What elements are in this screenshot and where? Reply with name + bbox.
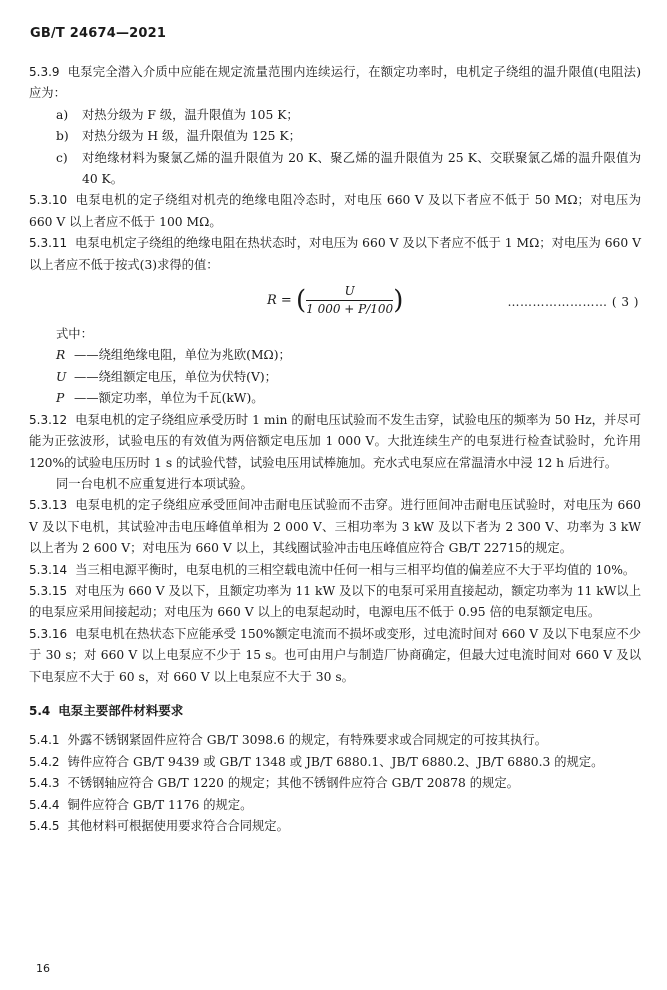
clause-number: 5.3.16 xyxy=(29,626,68,641)
fraction-denominator: 1 000 + P/100 xyxy=(306,302,394,317)
list-item xyxy=(56,105,641,126)
clause-text: 电泵电机的定子绕组对机壳的绝缘电阻冷态时，对电压 660 V 及以下者应不低于 50 MΩ；对电压为 660 V 以上者应不低于 100 MΩ。 xyxy=(29,193,641,229)
clause-text: 铜件应符合 GB/T 1176 的规定。 xyxy=(67,797,253,812)
fraction xyxy=(306,284,393,317)
equation-number: …………………… ( 3 ) xyxy=(507,295,639,310)
symbol-description: ——绕组绝缘电阻，单位为兆欧(MΩ)； xyxy=(74,348,291,363)
section-title: 电泵主要部件材料要求 xyxy=(58,702,184,718)
clause-5-3-16 xyxy=(29,624,641,688)
list-text: 对绝缘材料为聚氯乙烯的温升限值为 20 K、聚乙烯的温升限值为 25 K、交联聚氯乙烯的温升限值为 40 K。 xyxy=(82,150,641,187)
section-heading-5-4 xyxy=(29,700,641,722)
clause-number: 5.3.15 xyxy=(29,583,68,598)
right-paren: ) xyxy=(393,285,404,316)
clause-5-3-14 xyxy=(29,560,641,581)
clause-5-3-9 xyxy=(29,62,641,105)
symbol: U xyxy=(56,369,67,384)
symbol: R xyxy=(56,348,66,363)
clause-number: 5.3.13 xyxy=(29,498,68,513)
clause-5-3-13 xyxy=(29,495,641,559)
clause-number: 5.4.3 xyxy=(29,776,60,791)
formula-lhs: R = xyxy=(267,293,292,309)
clause-number: 5.4.2 xyxy=(29,754,60,769)
clause-number: 5.3.12 xyxy=(29,412,68,427)
clause-5-4-1 xyxy=(29,730,641,751)
where-label: 式中： xyxy=(56,327,93,342)
clause-note: 同一台电机不应重复进行本项试验。 xyxy=(56,476,253,491)
clause-text: 电泵电机的定子绕组应承受匝间冲击耐电压试验而不击穿。进行匝间冲击耐电压试验时，对电压为 660 V 及以下电机，其试验冲击电压峰值单相为 2 000 V、三相功率为 3 kW 及以下者为 2 300 V、功率为 3 kW 以上者为 2 600 V；对电压为 660 V 以上，其线圈试验冲击电压峰值应符合 GB/T 22715的规定。 xyxy=(29,498,641,556)
list-item xyxy=(56,148,641,191)
clause-5-4-4 xyxy=(29,795,641,816)
symbol-description: ——额定功率，单位为千瓦(kW)。 xyxy=(74,391,264,406)
symbol-definition xyxy=(29,367,641,388)
list-marker: c) xyxy=(56,150,68,165)
clause-text: 对电压为 660 V 及以下，且额定功率为 11 kW 及以下的电泵可采用直接起动，额定功率为 11 kW以上的电泵应采用间接起动；对电压为 660 V 以上的电泵起动时，电源电压不低于 0.95 倍的电泵额定电压。 xyxy=(29,583,641,620)
standard-header: GB/T 24674—2021 xyxy=(30,26,167,41)
symbol-definition xyxy=(29,388,641,409)
clause-text: 其他材料可根据使用要求符合合同规定。 xyxy=(67,819,289,833)
clause-5-3-10 xyxy=(29,190,641,233)
clause-text: 当三相电源平衡时，电泵电机的三相空载电流中任何一相与三相平均值的偏差应不大于平均值的 10%。 xyxy=(75,562,636,577)
clause-5-4-2 xyxy=(29,752,641,773)
clause-text: 不锈钢轴应符合 GB/T 1220 的规定；其他不锈钢件应符合 GB/T 20878 的规定。 xyxy=(67,776,519,791)
clause-number: 5.3.10 xyxy=(29,193,68,208)
list-marker: b) xyxy=(56,129,69,144)
symbol-definition xyxy=(29,345,641,366)
clause-5-4-5 xyxy=(29,816,641,837)
clause-number: 5.4.4 xyxy=(29,797,60,812)
clause-text: 电泵电机定子绕组的绝缘电阻在热状态时，对电压为 660 V 及以下者应不低于 1 MΩ；对电压为 660 V 以上者应不低于按式(3)求得的值： xyxy=(29,236,641,272)
document-body xyxy=(29,62,641,837)
page-number: 16 xyxy=(36,962,50,975)
formula-3 xyxy=(29,278,641,322)
list-marker: a) xyxy=(56,107,69,122)
clause-text: 电泵电机在热状态下应能承受 150%额定电流而不损坏或变形，过电流时间对 660 V 及以下电泵应不少于 30 s；对 660 V 以上电泵应不少于 15 s。也可由用户与制造厂协商确定，但最大过电流时间对 660 V 及以下电泵应不大于 60 s，对 660 V 以上电泵应不大于 30 s。 xyxy=(29,626,641,684)
clause-5-3-12 xyxy=(29,410,641,474)
left-paren: ( xyxy=(295,285,307,316)
symbol-description: ——绕组额定电压，单位为伏特(V)； xyxy=(74,369,277,384)
clause-text: 铸件应符合 GB/T 9439 或 GB/T 1348 或 JB/T 6880.1、JB/T 6880.2、JB/T 6880.3 的规定。 xyxy=(67,754,604,769)
clause-text: 电泵完全潜入介质中应能在规定流量范围内连续运行，在额定功率时，电机定子绕组的温升限值(电阻法)应为： xyxy=(29,65,641,101)
clause-number: 5.4.1 xyxy=(29,733,60,748)
list-text: 对热分级为 F 级，温升限值为 105 K； xyxy=(82,107,299,122)
symbol: P xyxy=(56,391,65,406)
clause-number: 5.4.5 xyxy=(29,819,60,833)
section-number: 5.4 xyxy=(29,703,51,718)
list-item xyxy=(56,126,641,147)
clause-5-4-3 xyxy=(29,773,641,794)
clause-number: 5.3.14 xyxy=(29,562,68,577)
fraction-numerator: U xyxy=(306,284,393,301)
clause-text: 电泵电机的定子绕组应承受历时 1 min 的耐电压试验而不发生击穿，试验电压的频率为 50 Hz，并尽可能为正弦波形，试验电压的有效值为两倍额定电压加 1 000 V。大批连续生产的电泵进行检查试验时，允许用 120%的试验电压历时 1 s 的试验代替，试验电压用试棒施加。充水式电泵应在常温清水中浸 12 h 后进行。 xyxy=(29,412,641,470)
clause-text: 外露不锈钢紧固件应符合 GB/T 3098.6 的规定，有特殊要求或合同规定的可按其执行。 xyxy=(67,733,548,748)
clause-number: 5.3.11 xyxy=(29,236,68,251)
clause-number: 5.3.9 xyxy=(29,65,60,79)
clause-5-3-11 xyxy=(29,233,641,276)
clause-5-3-15 xyxy=(29,581,641,624)
list-text: 对热分级为 H 级，温升限值为 125 K； xyxy=(82,129,301,144)
formula-expression xyxy=(267,284,403,317)
